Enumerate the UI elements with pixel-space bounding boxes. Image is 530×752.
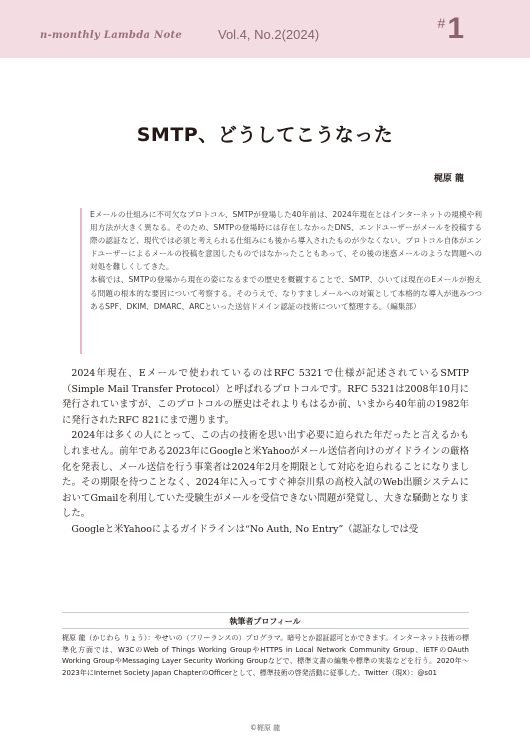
abstract [80, 208, 482, 354]
profile-divider [62, 612, 469, 613]
body-paragraph: 2024年は多くの人にとって、この古の技術を思い出す必要に迫られた年だったと言えるかもしれません。前年である2023年にGoogleと米Yahooがメール送信者向けのガイドラインの厳格化を発表し、メール送信を行う事業者は2024年2月を期限として対応を迫られることになりました。その期限を待つことなく、2024年に入ってすぐ神奈川県の高校入試のWeb出願システムにおいてGmailを利用していた受験生がメールを受信できない問題が発覚し、大きな騒動となりました。 [62, 430, 469, 520]
article-number [438, 14, 464, 44]
issue-label: Vol.4, No.2(2024) [218, 27, 320, 42]
article-number-value: 1 [447, 12, 464, 45]
abstract-paragraph: Eメールの仕組みに不可欠なプロトコル、SMTPが登場した40年前は、2024年現在とはインターネットの規模や利用方法が大きく異なる。そのため、SMTPの登場時には存在しなかったDNS、エンドユーザーがメールを投稿する際の認証など、現代では必須と考えられる仕組みにも後から導入されたものが少なくない。プロトコル自体がエンドユーザーによるメールの投稿を意図したものではなかったこともあって、その後の迷惑メールのような問題への対処を難しくしてきた。 [90, 210, 482, 272]
article-body [62, 366, 469, 538]
author-name: 梶原 龍 [433, 174, 464, 184]
article-title: SMTP、どうしてこうなった [136, 124, 394, 146]
copyright: ©梶原 龍 [249, 724, 281, 732]
hash-symbol: # [437, 15, 446, 31]
series-name: n-monthly Lambda Note [40, 30, 183, 41]
profile-divider [62, 628, 469, 629]
body-paragraph: 2024年現在、Eメールで使われているのはRFC 5321で仕様が記述されているSMTP（Simple Mail Transfer Protocol）と呼ばれるプロトコルです。RFC 5321は2008年10月に発行されていますが、このプロトコルの歴史はそれよりもはるか前、いまから40年前の1982年に発行されたRFC 821にまで遡ります。 [62, 368, 469, 426]
profile-heading: 執筆者プロフィール [229, 617, 301, 626]
abstract-paragraph: 本稿では、SMTPの登場から現在の姿になるまでの歴史を概観することで、SMTP、ひいては現在のEメールが抱える問題の根本的な要因について考察する。そのうえで、なりすましメールへの対策として本格的な導入が進みつつあるSPF、DKIM、DMARC、ARCといった送信ドメイン認証の技術について整理する。（編集部） [90, 275, 482, 311]
profile-text: 梶原 龍（かじわら りょう）：やせいの（フリーランスの）プログラマ。暗号とか認証認可とかできます。インターネット技術の標準化方面では、W3CのWeb of Things Working GroupやHTTPS in Local Network Community Group、IETFのOAuth Working GroupやMessaging Layer Security Working Groupなどで、標準文書の編集や標準の実装などを行う。2020年〜2023年にInternet Society Japan ChapterのOfficerとして、標準技術の啓発活動に従事した。Twitter（現X）：@s01 [62, 634, 469, 677]
body-paragraph: Googleと米Yahooによるガイドラインは“No Auth, No Entry”（認証なしでは受 [71, 523, 419, 535]
